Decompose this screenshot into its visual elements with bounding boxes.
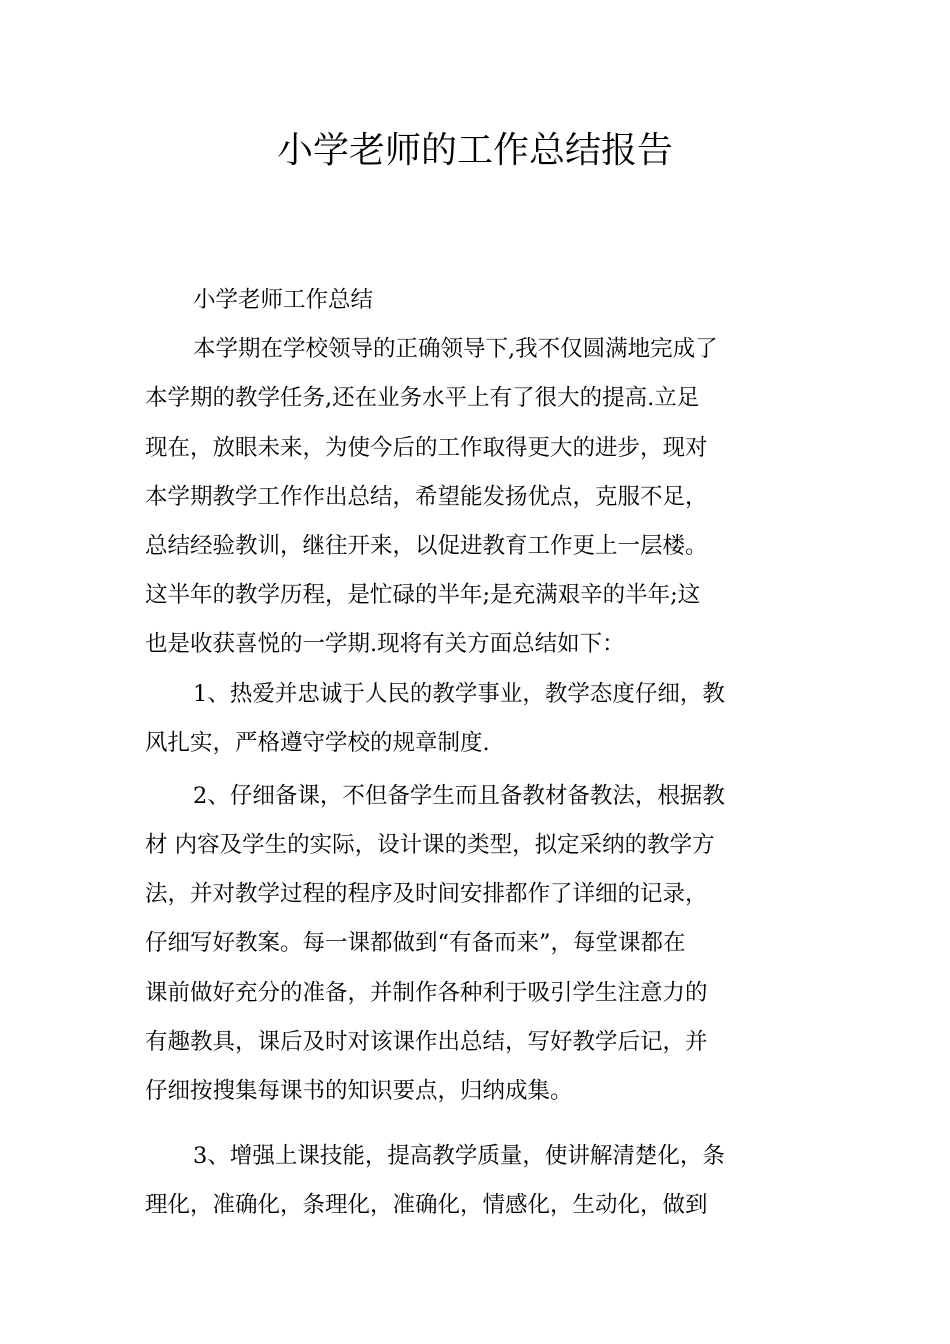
subtitle: 小学老师工作总结 [193, 287, 374, 313]
text-line: 材 内容及学生的实际，设计课的类型，拟定采纳的教学方 [145, 832, 715, 859]
text-line: 3、增强上课技能，提高教学质量，使讲解清楚化，条 [193, 1143, 725, 1170]
text-line: 风扎实，严格遵守学校的规章制度. [145, 729, 490, 756]
text-line: 法，并对教学过程的程序及时间安排都作了详细的记录， [145, 881, 708, 908]
paragraph-2 [145, 670, 807, 768]
text-line: 仔细写好教案。每一课都做到“有备而来”，每堂课都在 [145, 930, 686, 957]
text-line: 理化，准确化，条理化，准确化，情感化，生动化，做到 [145, 1192, 708, 1219]
document-title: 小学老师的工作总结报告 [276, 130, 673, 171]
text-line: 1、热爱并忠诚于人民的教学事业，教学态度仔细，教 [193, 680, 725, 707]
paragraph-4 [145, 1132, 807, 1230]
paragraph-1 [145, 325, 807, 669]
text-line: 本学期在学校领导的正确领导下,我不仅圆满地完成了 [193, 336, 718, 363]
text-line: 有趣教具，课后及时对该课作出总结，写好教学后记，并 [145, 1028, 708, 1055]
text-line: 仔细按搜集每课书的知识要点，归纳成集。 [145, 1078, 573, 1104]
text-line: 本学期的教学任务,还在业务水平上有了很大的提高.立足 [145, 385, 700, 412]
text-line: 现在，放眼未来，为使今后的工作取得更大的进步，现对 [145, 434, 708, 461]
text-line: 总结经验教训，继往开来，以促进教育工作更上一层楼。 [145, 532, 708, 559]
paragraph-3 [145, 772, 807, 1116]
text-line: 课前做好充分的准备，并制作各种利于吸引学生注意力的 [145, 979, 708, 1006]
text-line: 本学期教学工作作出总结，希望能发扬优点，克服不足， [145, 483, 708, 510]
document-body [145, 276, 807, 1231]
text-line: 这半年的教学历程，是忙碌的半年;是充满艰辛的半年;这 [145, 582, 701, 609]
text-line: 2、仔细备课，不但备学生而且备教材备教法，根据教 [193, 782, 725, 809]
text-line: 也是收获喜悦的一学期.现将有关方面总结如下： [145, 631, 625, 658]
